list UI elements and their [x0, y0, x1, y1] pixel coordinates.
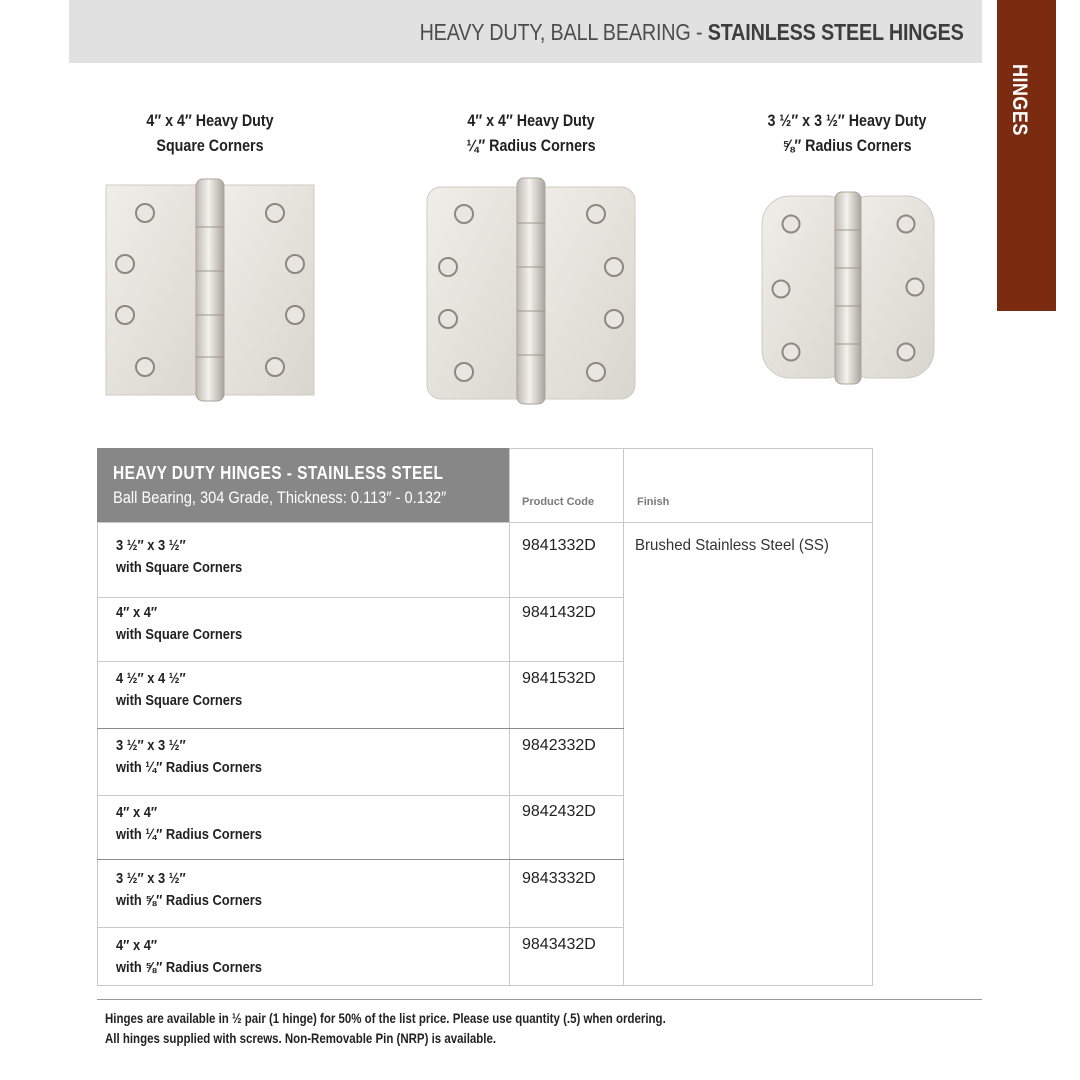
table-row-6-size [116, 868, 262, 912]
table-row-5-size [116, 802, 262, 846]
table-row-3-size [116, 668, 242, 712]
product-caption-line: Square Corners [156, 136, 264, 155]
section-side-tab [997, 0, 1056, 311]
table-row-7-size [116, 935, 262, 979]
table-row-3-code: 9841532D [522, 670, 596, 687]
table-row-6-code: 9843332D [522, 870, 596, 887]
product-caption-line: 4″ x 4″ Heavy Duty [467, 111, 595, 130]
column-divider [623, 448, 624, 986]
footer-note-screws: All hinges supplied with screws. Non-Removable Pin (NRP) is available. [105, 1030, 497, 1046]
header-band [69, 0, 982, 63]
group-divider [97, 859, 624, 860]
table-row-1-size [116, 535, 242, 579]
product-caption-2 [422, 108, 640, 158]
size-text: 4″ x 4″ [116, 804, 158, 821]
product-caption-line: 4″ x 4″ Heavy Duty [146, 111, 274, 130]
group-divider [97, 728, 624, 729]
column-divider [509, 448, 510, 986]
table-row-4-code: 9842332D [522, 737, 596, 754]
side-tab-label: HINGES [1008, 64, 1031, 136]
product-caption-3 [738, 108, 956, 158]
corners-text: with ⅝″ Radius Corners [116, 892, 262, 909]
column-header-product-code: Product Code [522, 496, 595, 508]
finish-value: Brushed Stainless Steel (SS) [635, 537, 829, 554]
table-title: HEAVY DUTY HINGES - STAINLESS STEEL [113, 463, 444, 483]
corners-text: with Square Corners [116, 692, 243, 709]
corners-text: with Square Corners [116, 626, 243, 643]
product-caption-line: ¼″ Radius Corners [466, 136, 596, 155]
corners-text: with ⅝″ Radius Corners [116, 959, 262, 976]
row-divider [97, 597, 624, 598]
size-text: 4″ x 4″ [116, 604, 158, 621]
corners-text: with ¼″ Radius Corners [116, 826, 262, 843]
product-caption-line: 3 ½″ x 3 ½″ Heavy Duty [767, 111, 927, 130]
row-divider [97, 795, 624, 796]
table-row-7-code: 9843432D [522, 936, 596, 953]
table-row-2-size [116, 602, 242, 646]
corners-text: with Square Corners [116, 559, 243, 576]
page-title [420, 19, 964, 46]
table-row-4-size [116, 735, 262, 779]
page-title-light: HEAVY DUTY, BALL BEARING - [419, 19, 709, 45]
row-divider [97, 927, 624, 928]
table-header-block [97, 448, 509, 523]
corners-text: with ¼″ Radius Corners [116, 759, 262, 776]
size-text: 4″ x 4″ [116, 937, 158, 954]
header-divider [97, 522, 873, 523]
page-title-bold: STAINLESS STEEL HINGES [708, 19, 964, 45]
hinge-five-eighths-radius-image [758, 190, 938, 390]
product-caption-1 [101, 108, 319, 158]
hinge-quarter-radius-image [421, 175, 641, 405]
table-row-2-code: 9841432D [522, 604, 596, 621]
product-caption-line: ⅝″ Radius Corners [782, 136, 912, 155]
row-divider [97, 661, 624, 662]
size-text: 3 ½″ x 3 ½″ [116, 737, 186, 754]
size-text: 3 ½″ x 3 ½″ [116, 870, 186, 887]
footer-divider [97, 999, 982, 1000]
table-subtitle: Ball Bearing, 304 Grade, Thickness: 0.113″ - 0.132″ [113, 488, 447, 507]
hinge-square-corners-image [100, 175, 320, 405]
table-row-1-code: 9841332D [522, 537, 596, 554]
table-row-5-code: 9842432D [522, 803, 596, 820]
size-text: 3 ½″ x 3 ½″ [116, 537, 186, 554]
size-text: 4 ½″ x 4 ½″ [116, 670, 186, 687]
column-header-finish: Finish [637, 496, 670, 508]
footer-note-pricing: Hinges are available in ½ pair (1 hinge) for 50% of the list price. Please use quantity (.5) when ordering. [105, 1010, 666, 1026]
